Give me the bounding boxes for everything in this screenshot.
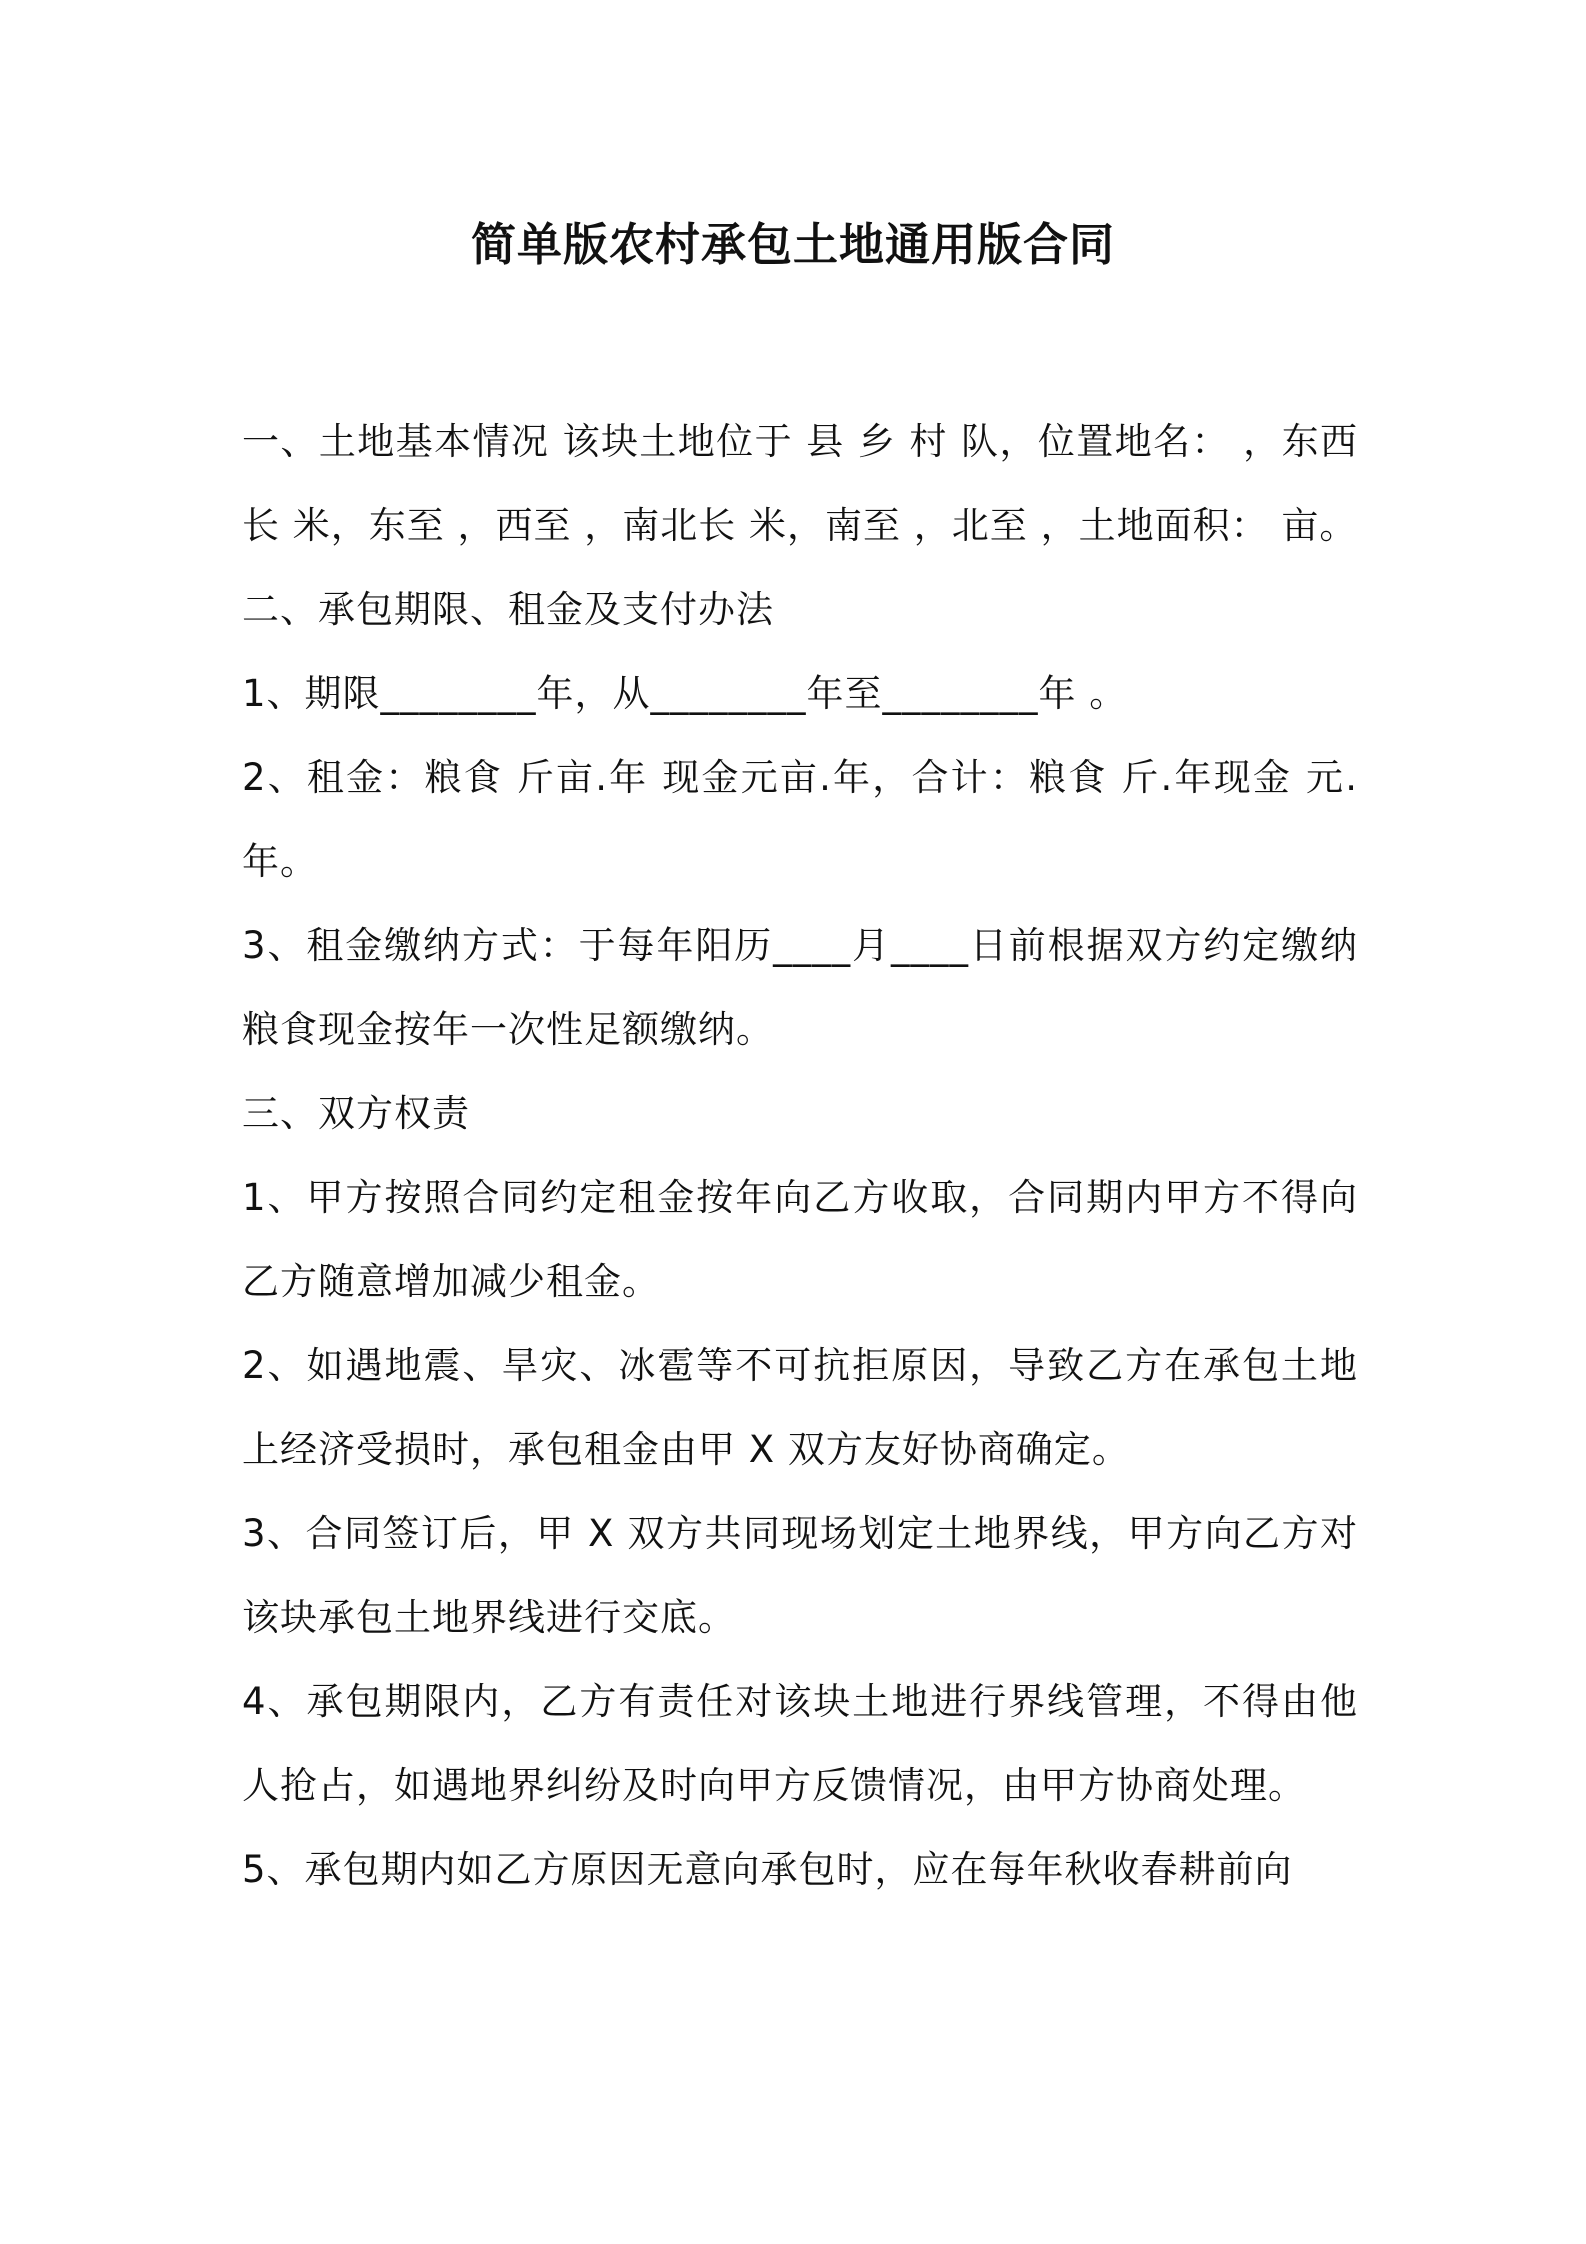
paragraph-term: 1、期限________年，从________年至________年 。 [242,672,1128,715]
section-heading-term-rent: 二、承包期限、租金及支付办法 [242,588,774,631]
paragraph-right-4: 4、承包期限内，乙方有责任对该块土地进行界线管理，不得由他人抢占，如遇地界纠纷及时向甲方反馈情况，由甲方协商处理。 [242,1680,1358,1807]
section-heading-rights: 三、双方权责 [242,1092,470,1135]
paragraph-right-5: 5、承包期内如乙方原因无意向承包时，应在每年秋收春耕前向 [242,1848,1293,1891]
paragraph-right-3: 3、合同签订后，甲 X 双方共同现场划定土地界线，甲方向乙方对该块承包土地界线进行交底。 [242,1512,1358,1639]
document-body [242,400,1358,1912]
paragraph-rent: 2、租金：粮食 斤亩.年 现金元亩.年，合计：粮食 斤.年现金 元.年。 [242,756,1358,883]
paragraph-payment-method: 3、租金缴纳方式：于每年阳历____月____日前根据双方约定缴纳粮食现金按年一次性足额缴纳。 [242,924,1358,1051]
paragraph-land-basic-info: 一、土地基本情况 该块土地位于 县 乡 村 队，位置地名： ，东西长 米，东至 ，西至 ，南北长 米，南至 ，北至 ，土地面积： 亩。 [242,420,1358,547]
document-title: 简单版农村承包土地通用版合同 [470,218,1115,271]
paragraph-right-2: 2、如遇地震、旱灾、冰雹等不可抗拒原因，导致乙方在承包土地上经济受损时，承包租金由甲 X 双方友好协商确定。 [242,1344,1358,1471]
paragraph-right-1: 1、甲方按照合同约定租金按年向乙方收取，合同期内甲方不得向乙方随意增加减少租金。 [242,1176,1358,1303]
